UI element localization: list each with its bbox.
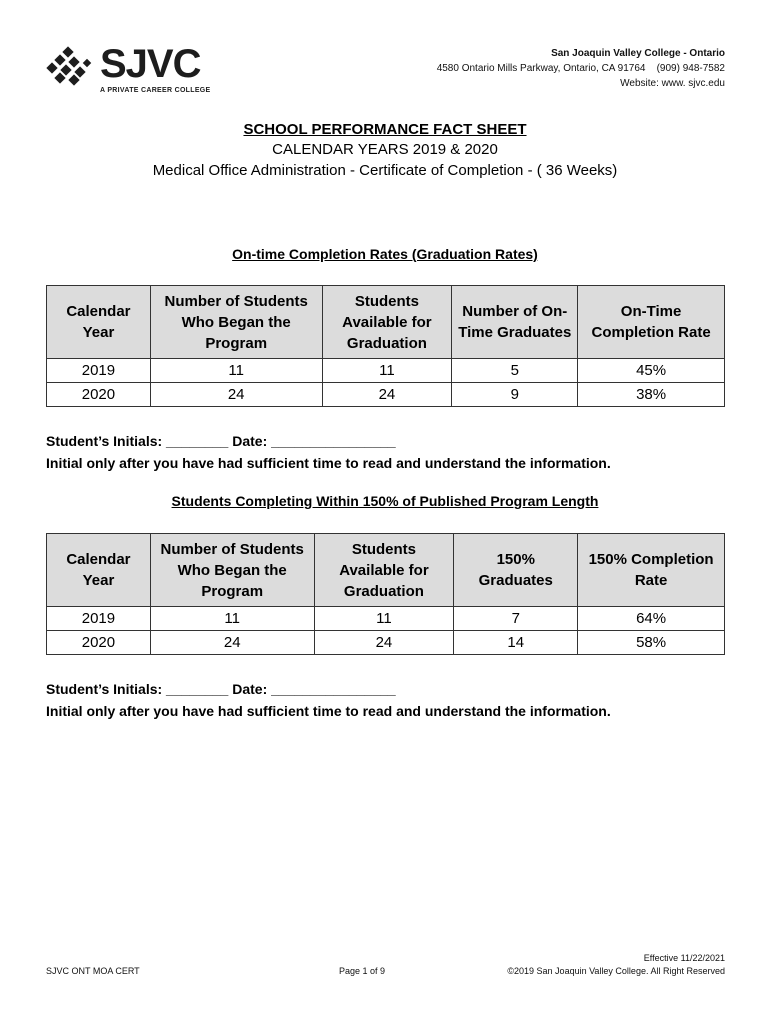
on-time-completion-table (46, 285, 725, 407)
column-header: Calendar Year (47, 534, 151, 607)
initials-block-1 (46, 430, 611, 474)
initials-date-line[interactable]: Student’s Initials: ________ Date: ________________ (46, 433, 396, 449)
campus-name: San Joaquin Valley College - Ontario (551, 48, 725, 59)
calendar-years: CALENDAR YEARS 2019 & 2020 (272, 141, 498, 158)
column-header: 150% Graduates (454, 534, 578, 607)
table-cell: 9 (452, 383, 578, 407)
section2-heading: Students Completing Within 150% of Published Program Length (171, 493, 599, 509)
table-cell: 58% (578, 631, 725, 655)
column-header: On-Time Completion Rate (578, 286, 725, 359)
table-row (47, 607, 725, 631)
table-row (47, 383, 725, 407)
table-row (47, 631, 725, 655)
table-header-row (47, 286, 725, 359)
column-header: Students Available for Graduation (314, 534, 454, 607)
footer-copyright: ©2019 San Joaquin Valley College. All Right Reserved (507, 966, 725, 976)
logo-mark-icon (46, 46, 94, 90)
table-cell: 24 (322, 383, 452, 407)
table-header-row (47, 534, 725, 607)
table-cell: 2019 (47, 607, 151, 631)
column-header: Number of Students Who Began the Program (150, 534, 314, 607)
section1-heading: On-time Completion Rates (Graduation Rates) (232, 246, 538, 262)
table-cell: 14 (454, 631, 578, 655)
table-cell: 24 (314, 631, 454, 655)
completion-150-table (46, 533, 725, 655)
table-cell: 11 (322, 359, 452, 383)
table-cell: 11 (314, 607, 454, 631)
table-cell: 11 (150, 607, 314, 631)
footer-right (507, 952, 725, 978)
table-cell: 45% (578, 359, 725, 383)
table-cell: 11 (150, 359, 322, 383)
footer-page-number: Page 1 of 9 (339, 966, 386, 976)
document-title-block (0, 120, 770, 182)
table-cell: 2020 (47, 383, 151, 407)
initials-instruction: Initial only after you have had sufficient time to read and understand the information. (46, 455, 611, 471)
table-cell: 64% (578, 607, 725, 631)
footer-effective-date: Effective 11/22/2021 (643, 953, 725, 963)
campus-website: Website: www. sjvc.edu (620, 78, 725, 89)
table-cell: 2019 (47, 359, 151, 383)
sjvc-logo (46, 42, 226, 100)
column-header: Students Available for Graduation (322, 286, 452, 359)
footer-doc-code: SJVC ONT MOA CERT (46, 966, 140, 976)
column-header: Number of On-Time Graduates (452, 286, 578, 359)
column-header: Number of Students Who Began the Program (150, 286, 322, 359)
initials-instruction: Initial only after you have had sufficient time to read and understand the information. (46, 703, 611, 719)
college-address-block (437, 46, 725, 91)
initials-date-line[interactable]: Student’s Initials: ________ Date: ________________ (46, 681, 396, 697)
column-header: 150% Completion Rate (578, 534, 725, 607)
table-cell: 24 (150, 383, 322, 407)
initials-block-2 (46, 678, 611, 722)
table-cell: 5 (452, 359, 578, 383)
campus-address: 4580 Ontario Mills Parkway, Ontario, CA 91764 (909) 948-7582 (436, 63, 725, 74)
column-header: Calendar Year (47, 286, 151, 359)
logo-tagline: A PRIVATE CAREER COLLEGE (100, 87, 211, 94)
table-cell: 7 (454, 607, 578, 631)
logo-wordmark: SJVC (100, 42, 201, 86)
table-row (47, 359, 725, 383)
table-cell: 38% (578, 383, 725, 407)
table-cell: 24 (150, 631, 314, 655)
table-cell: 2020 (47, 631, 151, 655)
program-name: Medical Office Administration - Certificate of Completion - ( 36 Weeks) (152, 162, 618, 179)
document-title: SCHOOL PERFORMANCE FACT SHEET (243, 121, 527, 138)
